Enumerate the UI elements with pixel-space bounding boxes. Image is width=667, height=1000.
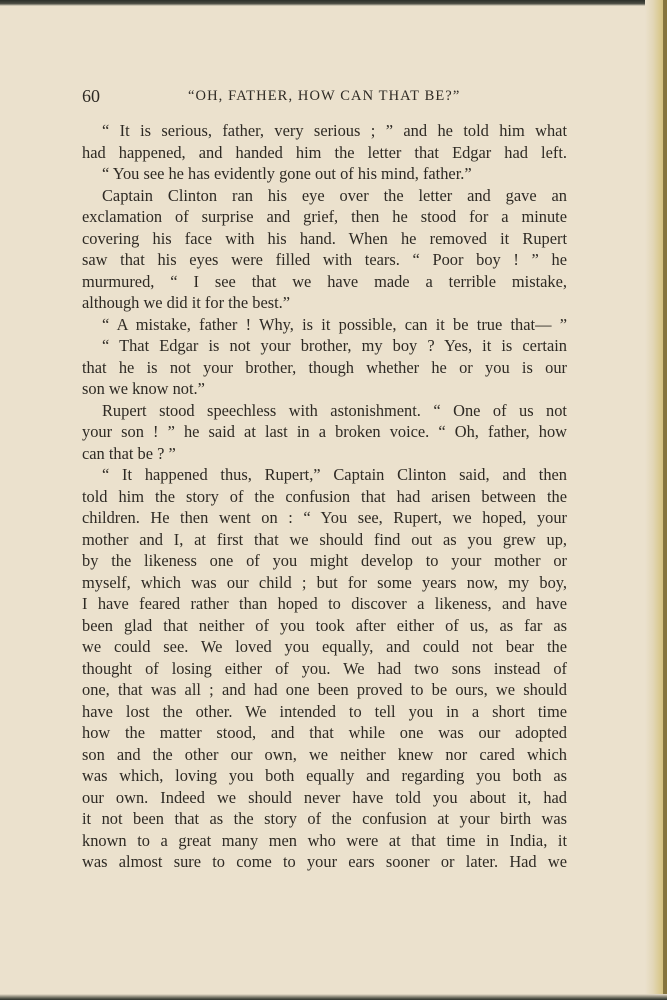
- text-line: one, that was all ; and had one been proved to be ours, we should: [82, 680, 567, 699]
- text-line: been glad that neither of you took after either of us, as far as: [82, 615, 567, 635]
- text-line: was almost sure to come to your ears sooner or later. Had we: [82, 852, 567, 871]
- text-line: by the likeness one of you might develop to your mother or: [82, 551, 567, 570]
- text-line: have lost the other. We intended to tell you in a short time: [82, 701, 567, 721]
- text-line: we could see. We loved you equally, and could not bear the: [82, 637, 567, 656]
- text-line: told him the story of the confusion that had arisen between the: [82, 486, 567, 506]
- text-line: that he is not your brother, though whether he or you is our: [82, 357, 567, 377]
- text-line: it not been that as the story of the confusion at your birth was: [82, 809, 567, 828]
- text-line: “ It happened thus, Rupert,” Captain Clinton said, and then: [102, 465, 567, 484]
- page-spine-shadow: [663, 0, 667, 1000]
- page-bottom-edge: [0, 994, 667, 1000]
- body-text: [82, 120, 567, 873]
- text-line: exclamation of surprise and grief, then he stood for a minute: [82, 207, 567, 226]
- text-line: thought of losing either of you. We had two sons instead of: [82, 658, 567, 678]
- text-line: mother and I, at first that we should find out as you grew up,: [82, 529, 567, 549]
- text-line: known to a great many men who were at that time in India, it: [82, 830, 567, 850]
- text-line: your son ! ” he said at last in a broken voice. “ Oh, father, how: [82, 422, 567, 441]
- text-line: had happened, and handed him the letter that Edgar had left.: [82, 142, 567, 162]
- text-line: our own. Indeed we should never have told you about it, had: [82, 787, 567, 807]
- text-line: son and the other our own, we neither knew nor cared which: [82, 744, 567, 764]
- text-line: how the matter stood, and that while one was our adopted: [82, 723, 567, 742]
- text-line: was which, loving you both equally and regarding you both as: [82, 766, 567, 785]
- page-top-edge: [0, 0, 667, 6]
- text-line: children. He then went on : “ You see, Rupert, we hoped, your: [82, 508, 567, 527]
- text-line: murmured, “ I see that we have made a terrible mistake,: [82, 271, 567, 291]
- text-line: “ It is serious, father, very serious ; ” and he told him what: [102, 121, 567, 140]
- text-line: “ A mistake, father ! Why, is it possible, can it be true that— ”: [102, 314, 567, 334]
- text-line: can that be ? ”: [82, 443, 176, 463]
- text-line: covering his face with his hand. When he removed it Rupert: [82, 228, 567, 248]
- text-line: son we know not.”: [82, 379, 205, 398]
- text-line: “ That Edgar is not your brother, my boy ? Yes, it is certain: [102, 336, 567, 355]
- text-line: I have feared rather than hoped to discover a likeness, and have: [82, 594, 567, 613]
- text-line: saw that his eyes were filled with tears. “ Poor boy ! ” he: [82, 250, 567, 269]
- page-header: [82, 86, 567, 110]
- text-line: although we did it for the best.”: [82, 293, 291, 312]
- text-line: Rupert stood speechless with astonishment. “ One of us not: [102, 400, 567, 420]
- running-head: “OH, FATHER, HOW CAN THAT BE?”: [188, 88, 461, 104]
- page-number: 60: [82, 86, 100, 106]
- text-line: “ You see he has evidently gone out of his mind, father.”: [102, 164, 472, 183]
- text-line: Captain Clinton ran his eye over the letter and gave an: [102, 185, 567, 205]
- text-line: myself, which was our child ; but for some years now, my boy,: [82, 572, 567, 592]
